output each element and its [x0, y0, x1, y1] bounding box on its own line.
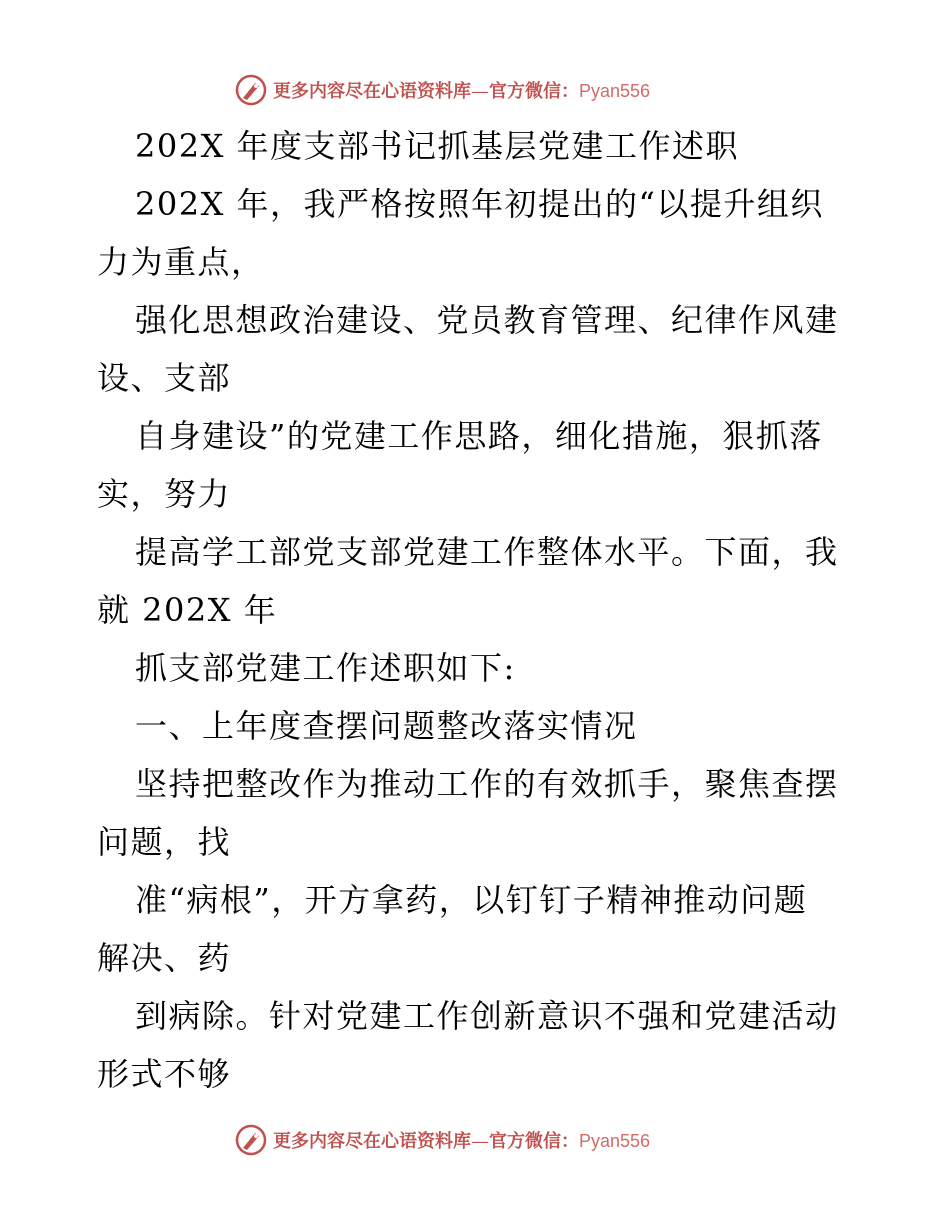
- official-label: 官方微信：: [489, 81, 579, 102]
- paragraph-line: 提高学工部党支部党建工作整体水平。下面，我: [135, 533, 839, 571]
- paragraph-line: 强化思想政治建设、党员教育管理、纪律作风建: [135, 301, 839, 339]
- paragraph-line: 力为重点，: [97, 243, 265, 281]
- section-heading: 一、上年度查摆问题整改落实情况: [135, 707, 638, 745]
- paragraph-line: 自身建设”的党建工作思路，细化措施，狠抓落: [135, 417, 823, 455]
- document-title: 202X 年度支部书记抓基层党建工作述职: [135, 127, 740, 165]
- paragraph-line: 设、支部: [97, 359, 232, 397]
- paragraph-line: 坚持把整改作为推动工作的有效抓手，聚焦查摆: [135, 765, 839, 803]
- wechat-id: Pyan556: [579, 81, 651, 101]
- paragraph-line: 问题，找: [97, 823, 232, 861]
- footer-banner-text: [273, 1127, 650, 1153]
- official-label: 官方微信：: [489, 1131, 579, 1152]
- site-name: 更多内容尽在心语资料库: [273, 81, 471, 102]
- paragraph-line: 解决、药: [97, 939, 232, 977]
- paragraph-line: 202X 年，我严格按照年初提出的“以提升组织: [135, 185, 824, 223]
- header-banner: [235, 72, 650, 108]
- paragraph-line: 就 202X 年: [97, 591, 278, 629]
- banner-separator: —: [471, 81, 489, 102]
- pen-nib-circle-icon: [235, 1124, 267, 1156]
- paragraph-line: 实，努力: [97, 475, 232, 513]
- pen-nib-circle-icon: [235, 74, 267, 106]
- site-name: 更多内容尽在心语资料库: [273, 1131, 471, 1152]
- paragraph-line: 抓支部党建工作述职如下:: [135, 649, 516, 687]
- banner-separator: —: [471, 1131, 489, 1152]
- footer-banner: [235, 1122, 650, 1158]
- paragraph-line: 准“病根”，开方拿药，以钉钉子精神推动问题: [135, 881, 808, 919]
- paragraph-line: 形式不够: [97, 1055, 232, 1093]
- header-banner-text: [273, 77, 650, 103]
- wechat-id: Pyan556: [579, 1131, 651, 1151]
- paragraph-line: 到病除。针对党建工作创新意识不强和党建活动: [135, 997, 839, 1035]
